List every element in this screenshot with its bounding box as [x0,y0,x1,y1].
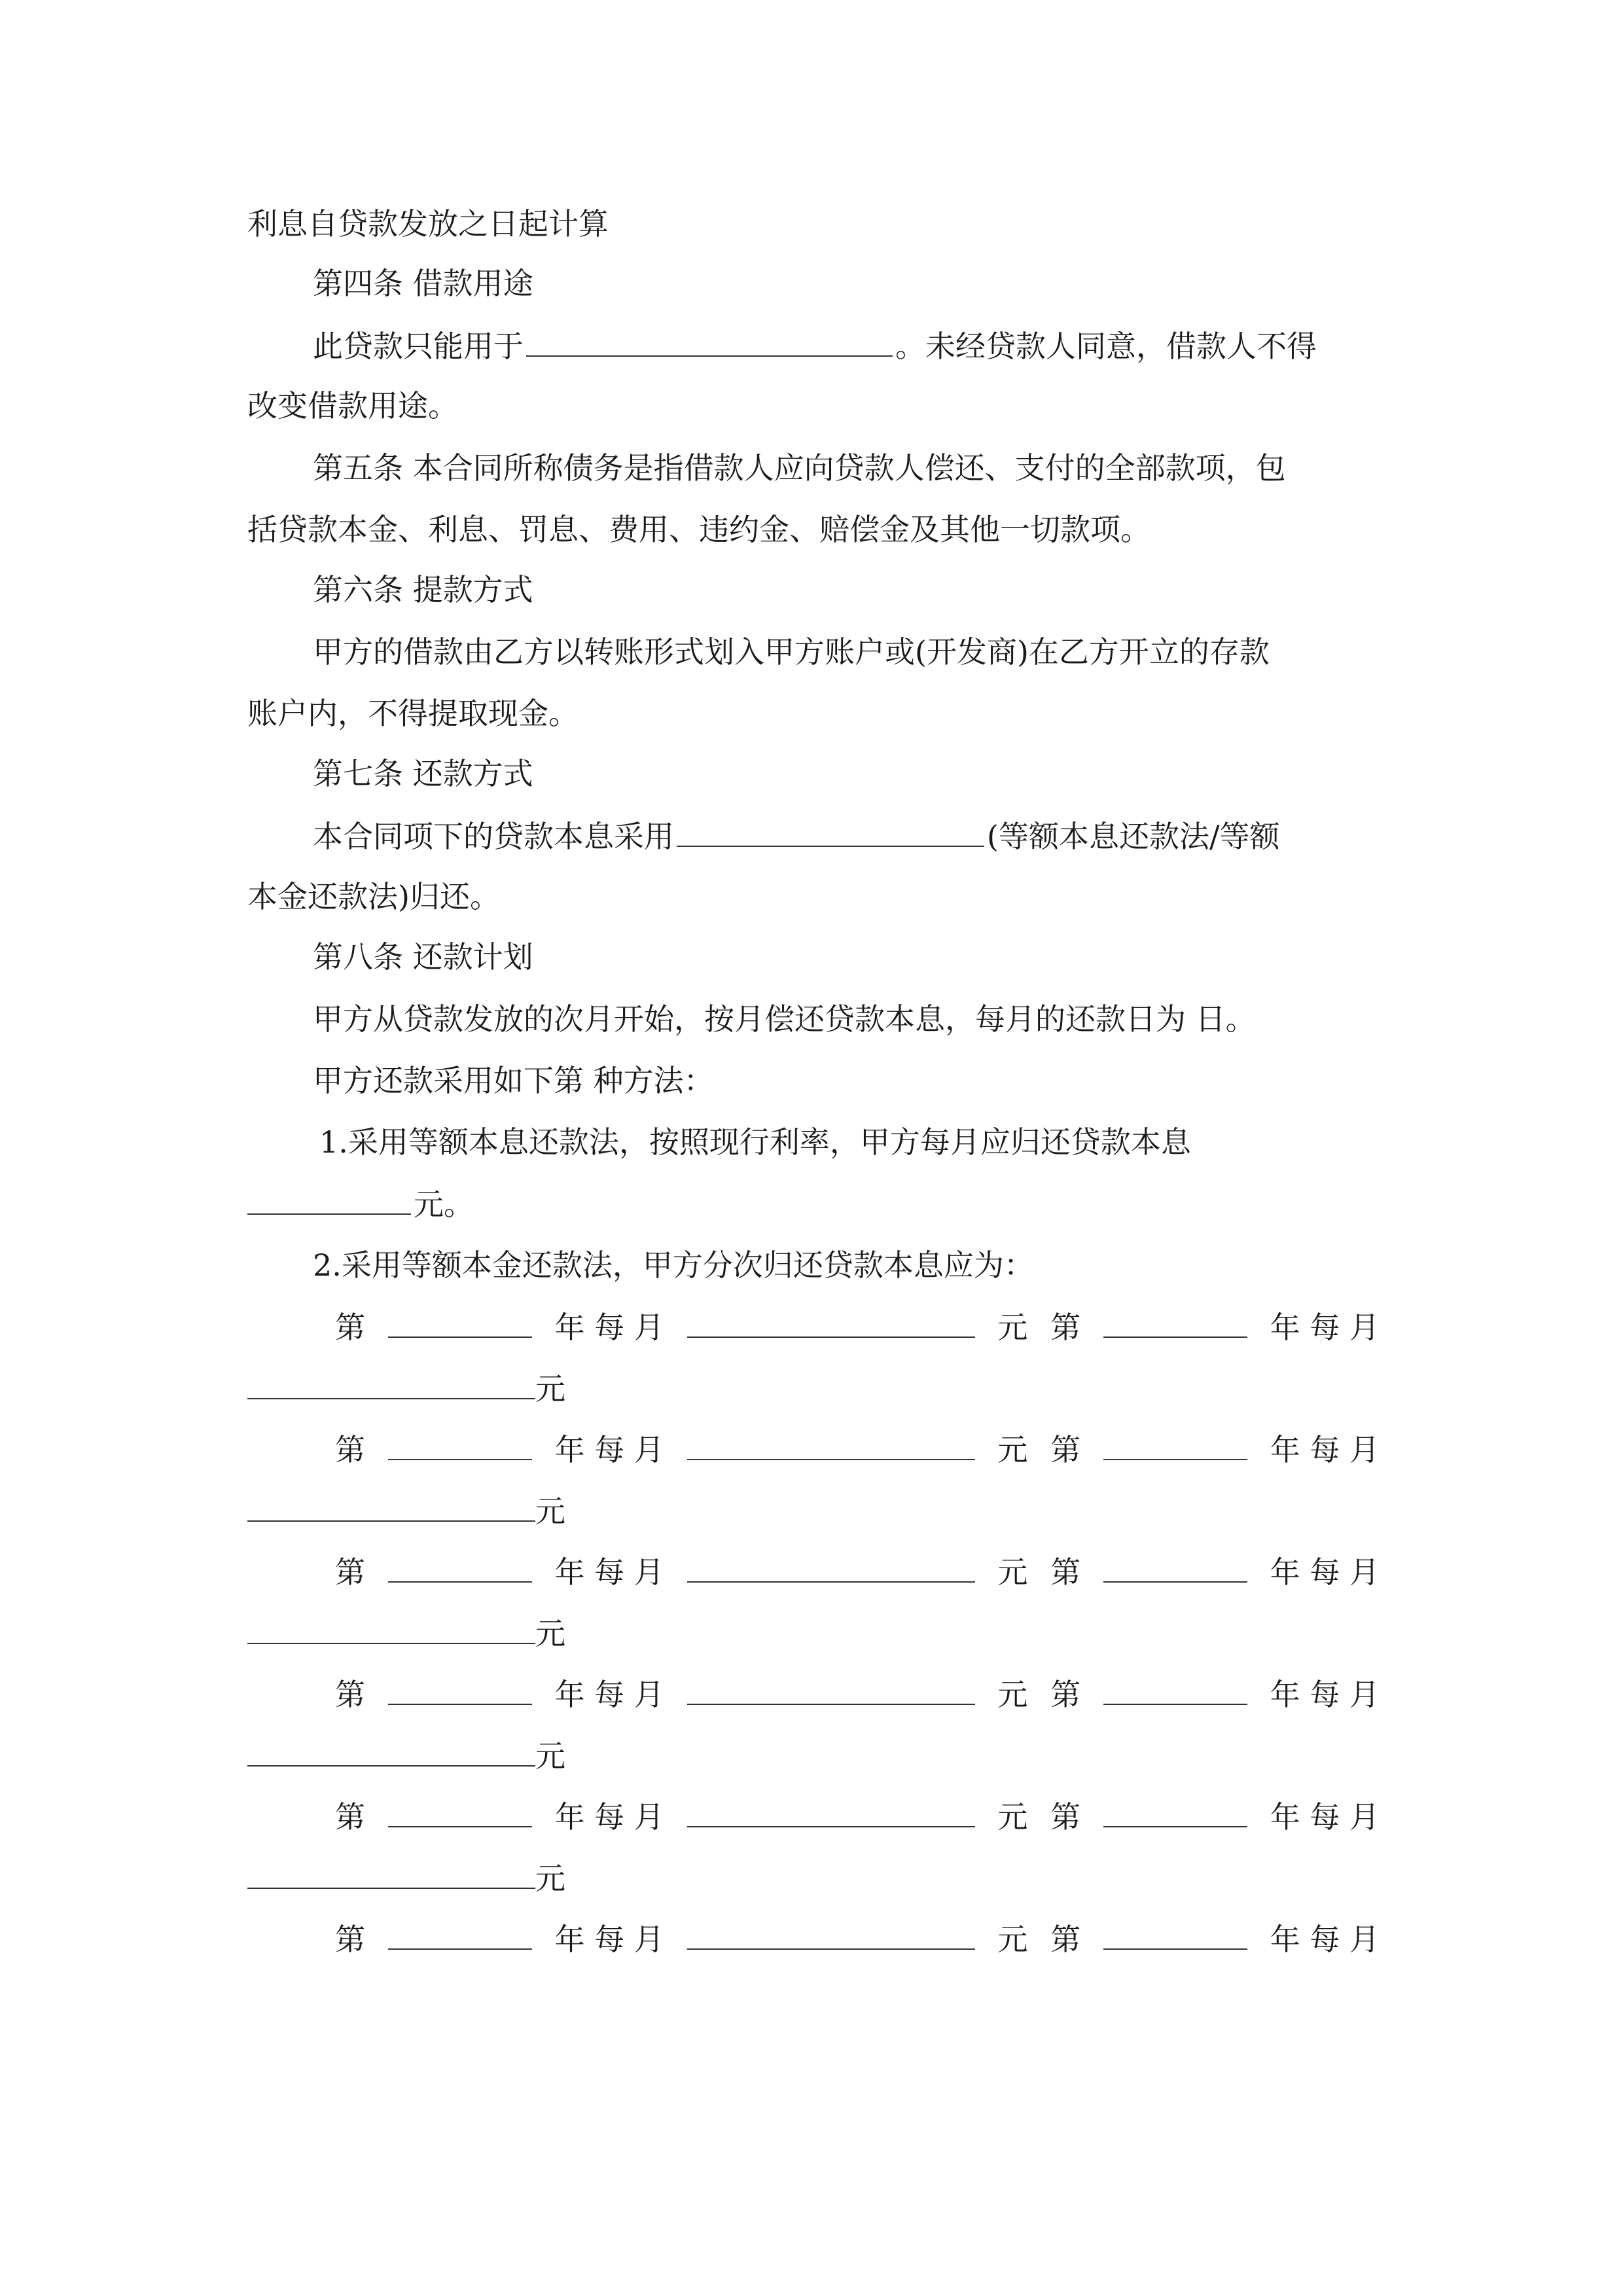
method-1-line: 1.采用等额本息还款法，按照现行利率，甲方每月应归还贷款本息 [319,1124,1191,1160]
schedule-row: 第 年 每 月 元 第 年 每 月 [335,1429,1380,1469]
blank-field [1103,1796,1247,1827]
blank-field [388,1306,532,1338]
article-7-heading: 第七条 还款方式 [313,756,533,791]
schedule-row-end: 元 [247,1613,565,1653]
blank-field [247,1613,535,1644]
blank-field [247,1857,535,1889]
article-4-heading: 第四条 借款用途 [313,266,533,301]
paragraph-line: 利息自贷款发放之日起计算 [247,206,609,242]
blank-field [247,1183,411,1215]
blank-field [247,1490,535,1522]
article-6-heading: 第六条 提款方式 [313,572,533,607]
blank-field [388,1674,532,1705]
blank-field [247,1735,535,1767]
article-6-paragraph: 甲方的借款由乙方以转账形式划入甲方账户或(开发商)在乙方开立的存款 [313,634,1270,670]
method-1-line-cont: 元。 [247,1183,1380,1224]
article-4-paragraph-cont: 改变借款用途。 [247,388,458,423]
schedule-row-end: 元 [247,1368,565,1408]
article-5-paragraph-cont: 括贷款本金、利息、罚息、费用、违约金、赔偿金及其他一切款项。 [247,512,1150,547]
blank-field [1103,1306,1247,1338]
blank-field [388,1918,532,1950]
blank-field [526,325,893,357]
blank-field [247,1368,535,1399]
blank-field [1103,1429,1247,1460]
blank-field [1103,1551,1247,1583]
article-7-paragraph-cont: 本金还款法)归还。 [247,879,500,914]
blank-field [1103,1674,1247,1705]
article-5-paragraph: 第五条 本合同所称债务是指借款人应向贷款人偿还、支付的全部款项，包 [313,450,1286,486]
blank-field [388,1796,532,1827]
schedule-row-end: 元 [247,1735,565,1776]
blank-field [677,816,984,847]
schedule-row: 第 年 每 月 元 第 年 每 月 [335,1306,1380,1347]
blank-field [687,1674,975,1705]
article-7-paragraph: 本合同项下的贷款本息采用 (等额本息还款法/等额 [313,816,1380,856]
article-8-paragraph: 甲方从贷款发放的次月开始，按月偿还贷款本息，每月的还款日为 日。 [313,1001,1256,1037]
blank-field [388,1429,532,1460]
blank-field [687,1796,975,1827]
schedule-row: 第 年 每 月 元 第 年 每 月 [335,1796,1380,1837]
schedule-row: 第 年 每 月 元 第 年 每 月 [335,1674,1380,1714]
blank-field [388,1551,532,1583]
blank-field [687,1429,975,1460]
blank-field [1103,1918,1247,1950]
schedule-row: 第 年 每 月 元 第 年 每 月 [335,1551,1380,1592]
blank-field [687,1551,975,1583]
method-2-line: 2.采用等额本金还款法，甲方分次归还贷款本息应为： [313,1247,1034,1283]
schedule-row-end: 元 [247,1857,565,1898]
article-8-paragraph: 甲方还款采用如下第 种方法： [313,1063,714,1098]
article-8-heading: 第八条 还款计划 [313,939,533,975]
blank-field [687,1306,975,1338]
article-6-paragraph-cont: 账户内，不得提取现金。 [247,696,579,731]
blank-field [687,1918,975,1950]
schedule-row-end: 元 [247,1490,565,1531]
article-4-paragraph: 此贷款只能用于 。未经贷款人同意，借款人不得 [313,325,1380,366]
schedule-row: 第 年 每 月 元 第 年 每 月 [335,1918,1380,1959]
